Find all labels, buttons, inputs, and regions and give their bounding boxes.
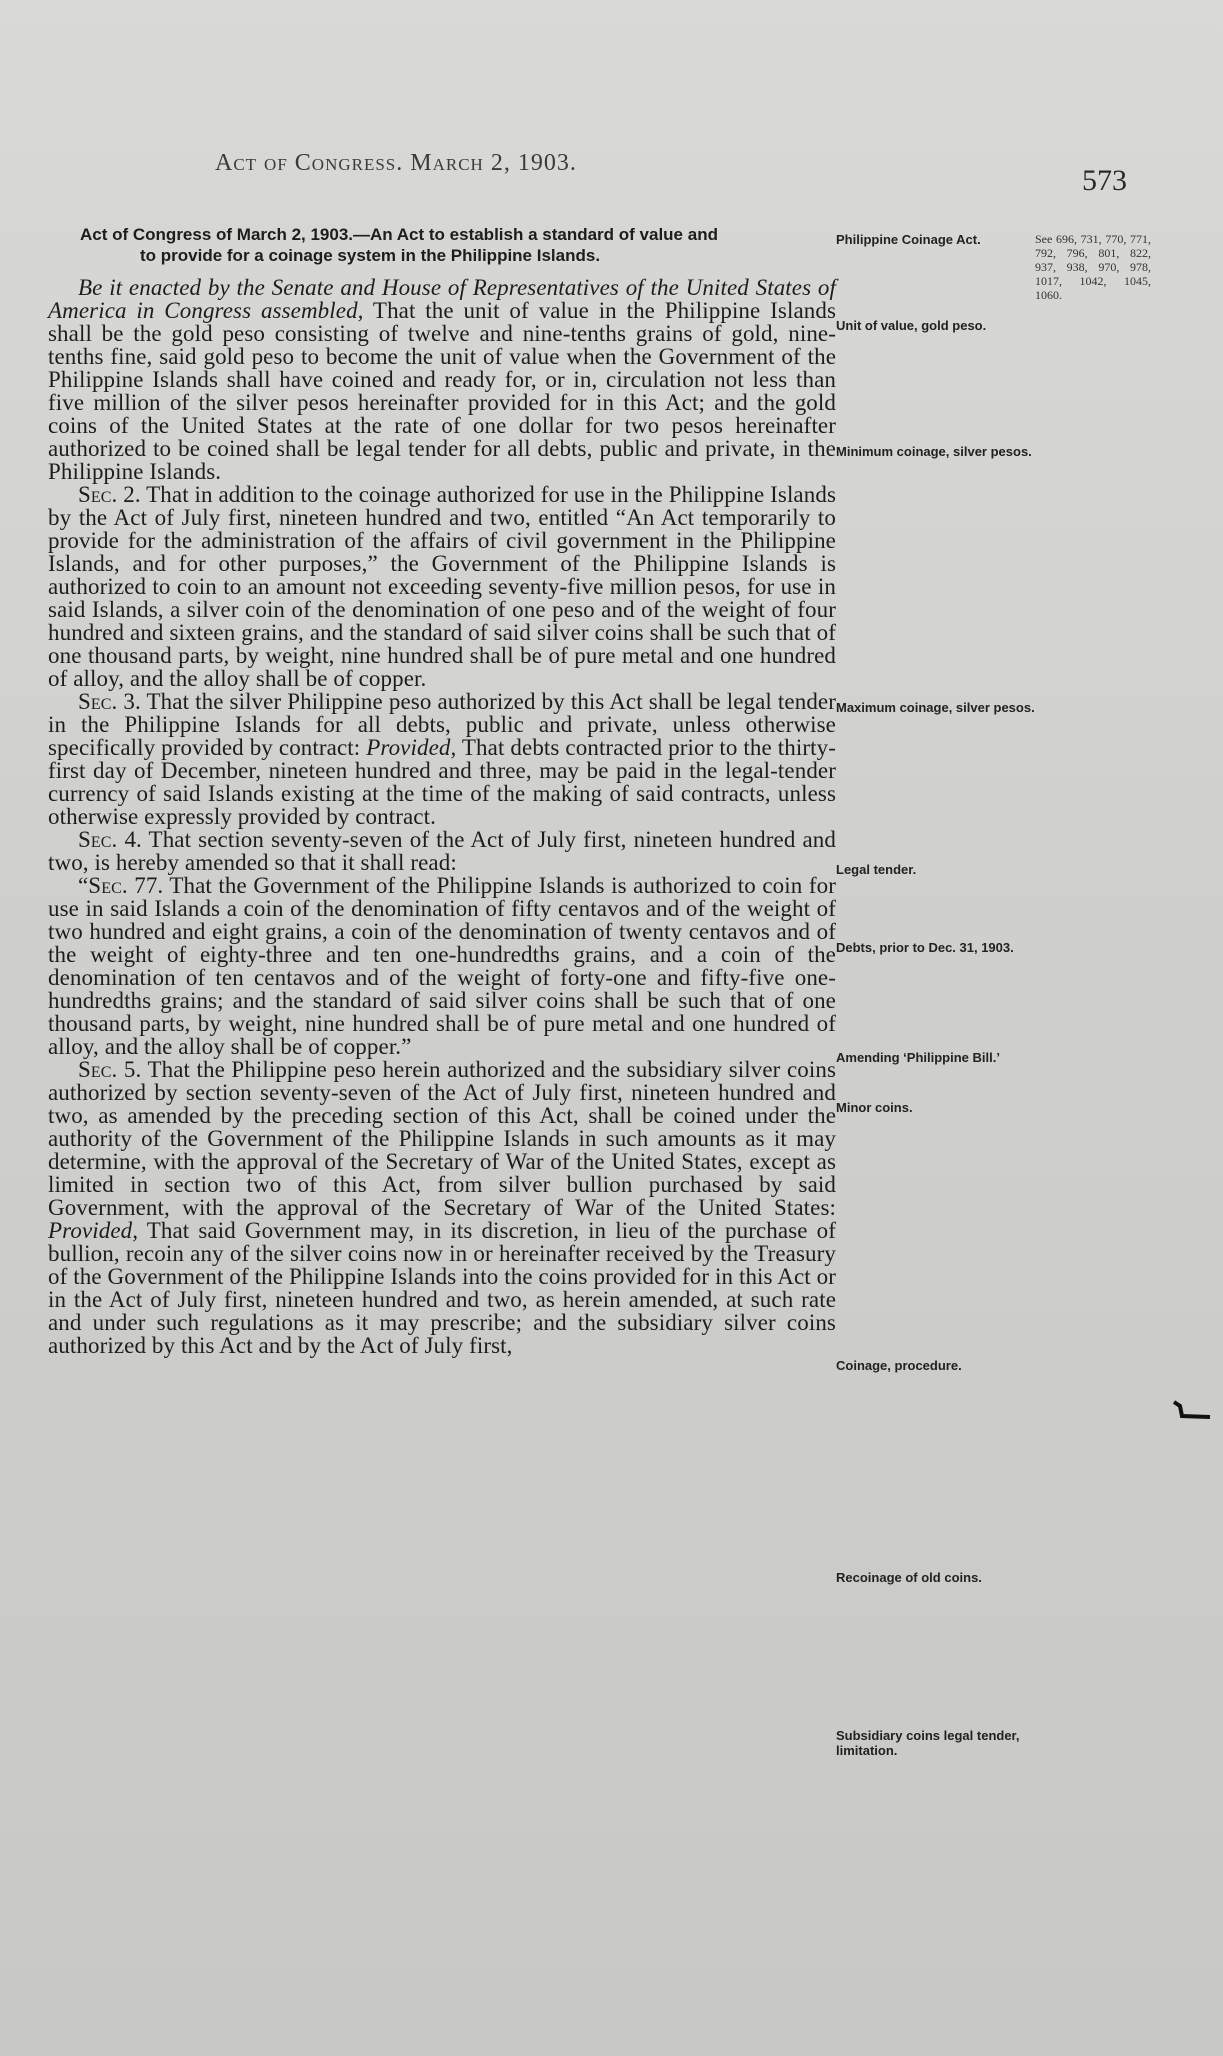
margin-note-minimum-coinage: Minimum coinage, silver pesos.	[836, 444, 1032, 459]
margin-note-recoinage: Recoinage of old coins.	[836, 1570, 982, 1585]
section-3-text-a: That the silver Philippine peso authorized by this Act shall be legal tender in the Philippine Islands for all debts, public and private, unless otherwise specifically provided by contract:	[48, 689, 837, 760]
section-5-proviso: Provided,	[48, 1218, 139, 1243]
section-5	[48, 1058, 836, 1357]
margin-note-act-title: Philippine Coinage Act.	[836, 232, 981, 247]
margin-note-debts-prior: Debts, prior to Dec. 31, 1903.	[836, 940, 1014, 955]
act-heading-line-1: Act of Congress of March 2, 1903.—An Act to establish a standard of value and	[80, 225, 718, 244]
section-77-text: That the Government of the Philippine Islands is authorized to coin for use in said Islands a coin of the denomination of fifty centavos and of the weight of two hundred and eight grains, a coin of the denomination of twenty centavos and of the weight of eighty-three and ten one-hundredths grains, and a coin of the denomination of ten centavos and of the weight of forty-one and fifty-five one-hundredths grains; and the standard of said silver coins shall be such that of one thousand parts, by weight, nine hundred shall be of pure metal and one hundred of alloy, and the alloy shall be of copper.”	[48, 873, 836, 1059]
enacting-paragraph	[48, 276, 836, 483]
margin-note-unit-of-value: Unit of value, gold peso.	[836, 318, 987, 333]
section-77-label: “Sec. 77.	[78, 873, 164, 898]
section-77-quote	[48, 874, 836, 1058]
section-3-text-b: That debts contracted prior to the thirty-first day of December, nineteen hundred and three, may be paid in the legal-tender currency of said Islands existing at the time of the making of said contracts, unless otherwise expressly provided by contract.	[48, 735, 836, 829]
section-3-proviso: Provided,	[366, 735, 457, 760]
enacting-clause: Be it enacted by the Senate and House of Representatives of the United States of America in Congress assembled,	[48, 275, 836, 323]
cross-reference-note: See 696, 731, 770, 771, 792, 796, 801, 822, 937, 938, 970, 978, 1017, 1042, 1045, 1060.	[1035, 232, 1151, 302]
stray-ink-mark	[1170, 1400, 1212, 1420]
page-number: 573	[1082, 164, 1127, 197]
section-5-text-a: That the Philippine peso herein authorized and the subsidiary silver coins authorized by section seventy-seven of the Act of July first, nineteen hundred and two, as amended by the preceding section of this Act, shall be coined under the authority of the Government of the Philippine Islands in such amounts as it may determine, with the approval of the Secretary of War of the United States, except as limited in section two of this Act, from silver bullion purchased by said Government, with the approval of the Secretary of War of the United States:	[48, 1057, 836, 1220]
section-5-label: Sec. 5.	[78, 1057, 142, 1082]
section-3-label: Sec. 3.	[78, 689, 141, 714]
margin-note-minor-coins: Minor coins.	[836, 1100, 913, 1115]
section-2-text: That in addition to the coinage authorized for use in the Philippine Islands by the Act of July first, nineteen hundred and two, entitled “An Act temporarily to provide for the administration of the affairs of civil government in the Philippine Islands, and for other purposes,” the Government of the Philippine Islands is authorized to coin to an amount not exceeding seventy-five million pesos, for use in said Islands, a silver coin of the denomination of one peso and of the weight of four hundred and sixteen grains, and the standard of said silver coins shall be such that of one thousand parts, by weight, nine hundred shall be of pure metal and one hundred of alloy, and the alloy shall be of copper.	[48, 482, 836, 691]
running-head: Act of Congress. March 2, 1903.	[215, 150, 577, 176]
section-1-text: That the unit of value in the Philippine Islands shall be the gold peso consisting of twelve and nine-tenths grains of gold, nine-tenths fine, said gold peso to become the unit of value when the Government of the Philippine Islands shall have coined and ready for, or in, circulation not less than five million of the silver pesos hereinafter provided for in this Act; and the gold coins of the United States at the rate of one dollar for two pesos hereinafter authorized to be coined shall be legal tender for all debts, public and private, in the Philippine Islands.	[48, 298, 836, 484]
section-4	[48, 828, 836, 874]
section-3	[48, 690, 836, 828]
section-4-text: That section seventy-seven of the Act of July first, nineteen hundred and two, is hereby amended so that it shall read:	[48, 827, 837, 875]
margin-note-amending: Amending ‘Philippine Bill.’	[836, 1050, 1000, 1065]
section-2	[48, 483, 836, 690]
section-4-label: Sec. 4.	[78, 827, 142, 852]
act-heading-line-2: to provide for a coinage system in the Philippine Islands.	[140, 246, 601, 265]
margin-note-legal-tender: Legal tender.	[836, 862, 917, 877]
margin-note-maximum-coinage: Maximum coinage, silver pesos.	[836, 700, 1035, 715]
main-text-column	[48, 224, 836, 1357]
act-heading	[48, 224, 836, 266]
section-5-text-b: That said Government may, in its discretion, in lieu of the purchase of bullion, recoin any of the silver coins now in or hereinafter received by the Treasury of the Government of the Philippine Islands into the coins provided for in this Act or in the Act of July first, nineteen hundred and two, as herein amended, at such rate and under such regulations as it may prescribe; and the subsidiary silver coins authorized by this Act and by the Act of July first,	[48, 1218, 836, 1358]
section-2-label: Sec. 2.	[78, 482, 141, 507]
margin-note-coinage-procedure: Coinage, procedure.	[836, 1358, 962, 1373]
margin-note-subsidiary-coins: Subsidiary coins legal tender, limitation.	[836, 1728, 1020, 1758]
